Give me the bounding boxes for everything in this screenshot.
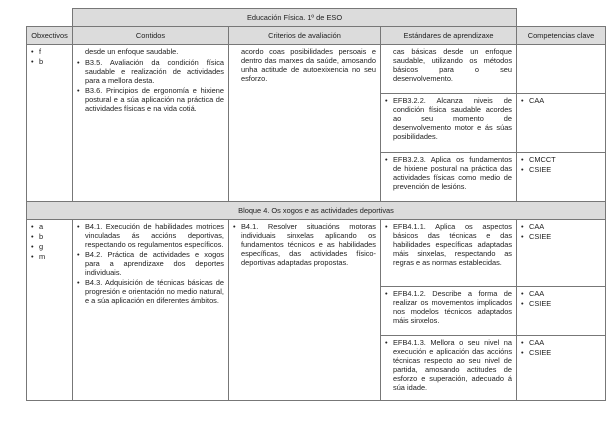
standard-text: • EFB3.2.2. Alcanza niveis de condición física saudable acordes ao seu momento de desenvolvemento motor e ás súas posibilidades. <box>385 96 512 141</box>
competence-item: • CAA <box>521 338 601 347</box>
standard-text: cas básicas desde un enfoque saudable, utilizando os métodos básicos para o seu desenvolvemento. <box>393 47 513 83</box>
objective-item: • g <box>31 242 68 251</box>
competence-item: • CSIEE <box>521 299 601 308</box>
competences-cell <box>517 94 606 153</box>
content-item: • B3.5. Avaliación da condición física saudable e realización de actividades para a mellora desta. <box>77 58 224 85</box>
content-item: • B4.1. Execución de habilidades motrices vinculadas ás accións deportivas, respectando os regulamentos específicos. <box>77 222 224 249</box>
criteria-cell <box>229 45 381 202</box>
header-contents: Contidos <box>73 27 229 45</box>
competences-cell <box>517 287 606 336</box>
standard-cell <box>381 94 517 153</box>
objective-item: • a <box>31 222 68 231</box>
standard-cell <box>381 287 517 336</box>
standard-text: • EFB4.1.2. Describe a forma de realizar os movementos implicados nos modelos técnicos adaptados máis sinxelos. <box>385 289 512 325</box>
standard-text: • EFB3.2.3. Aplica os fundamentos de hixiene postural na práctica das actividades físicas como medio de prevención de lesións. <box>385 155 512 191</box>
competence-item: • CSIEE <box>521 165 601 174</box>
header-row <box>27 27 606 45</box>
content-lead: desde un enfoque saudable. <box>85 47 179 56</box>
title-row <box>27 9 606 27</box>
objective-item: • b <box>31 57 68 66</box>
criteria-text: • B4.1. Resolver situacións motoras individuais sinxelas aplicando os fundamentos técnicos e as habilidades específicas, das actividades físico-deportivas adaptadas propostas. <box>233 222 376 267</box>
objectives-cell <box>27 220 73 401</box>
contents-cell <box>73 220 229 401</box>
title-left-spacer <box>27 9 73 27</box>
competence-item: • CAA <box>521 96 601 105</box>
competence-item: • CMCCT <box>521 155 601 164</box>
standard-cell <box>381 220 517 287</box>
header-objectives: Obxectivos <box>27 27 73 45</box>
standard-cell <box>381 336 517 401</box>
competences-cell <box>517 220 606 287</box>
standard-cell <box>381 153 517 202</box>
header-competences: Competencias clave <box>517 27 606 45</box>
standard-text: • EFB4.1.1. Aplica os aspectos básicos das técnicas e das habilidades específicas adaptadas máis sinxelas, respectando as regras e as normas establecidas. <box>385 222 512 267</box>
objective-item: • b <box>31 232 68 241</box>
table-row <box>27 45 606 94</box>
competences-cell <box>517 45 606 94</box>
criteria-text: acordo coas posibilidades persoais e dentro das marxes da saúde, amosando unha actitude de autoexixencia no seu esforzo. <box>241 47 376 83</box>
title-right-spacer <box>517 9 606 27</box>
objectives-cell <box>27 45 73 202</box>
header-criteria: Criterios de avaliación <box>229 27 381 45</box>
objective-item: • m <box>31 252 68 261</box>
block-title: Bloque 4. Os xogos e as actividades deportivas <box>27 202 606 220</box>
header-standards: Estándares de aprendizaxe <box>381 27 517 45</box>
competence-item: • CSIEE <box>521 232 601 241</box>
content-item: • B3.6. Principios de ergonomía e hixiene postural e a súa aplicación na práctica de actividades físicas e na vida cotiá. <box>77 86 224 113</box>
block-banner-row <box>27 202 606 220</box>
standard-text: • EFB4.1.3. Mellora o seu nivel na execución e aplicación das accións técnicas respecto ao seu nivel de partida, amosando actitudes de esforzo e superación, adecuado á súa idade. <box>385 338 512 392</box>
competence-item: • CSIEE <box>521 348 601 357</box>
content-item: • B4.2. Práctica de actividades e xogos para a aprendizaxe dos deportes individuais. <box>77 250 224 277</box>
curriculum-table <box>26 8 606 401</box>
criteria-cell <box>229 220 381 401</box>
content-item: • B4.3. Adquisición de técnicas básicas de progresión e orientación no medio natural, e a súa aplicación en diferentes ámbitos. <box>77 278 224 305</box>
competences-cell <box>517 336 606 401</box>
competence-item: • CAA <box>521 222 601 231</box>
contents-cell <box>73 45 229 202</box>
standard-cell <box>381 45 517 94</box>
table-title: Educación Física. 1º de ESO <box>73 9 517 27</box>
competence-item: • CAA <box>521 289 601 298</box>
table-row <box>27 220 606 287</box>
competences-cell <box>517 153 606 202</box>
objective-item: • f <box>31 47 68 56</box>
